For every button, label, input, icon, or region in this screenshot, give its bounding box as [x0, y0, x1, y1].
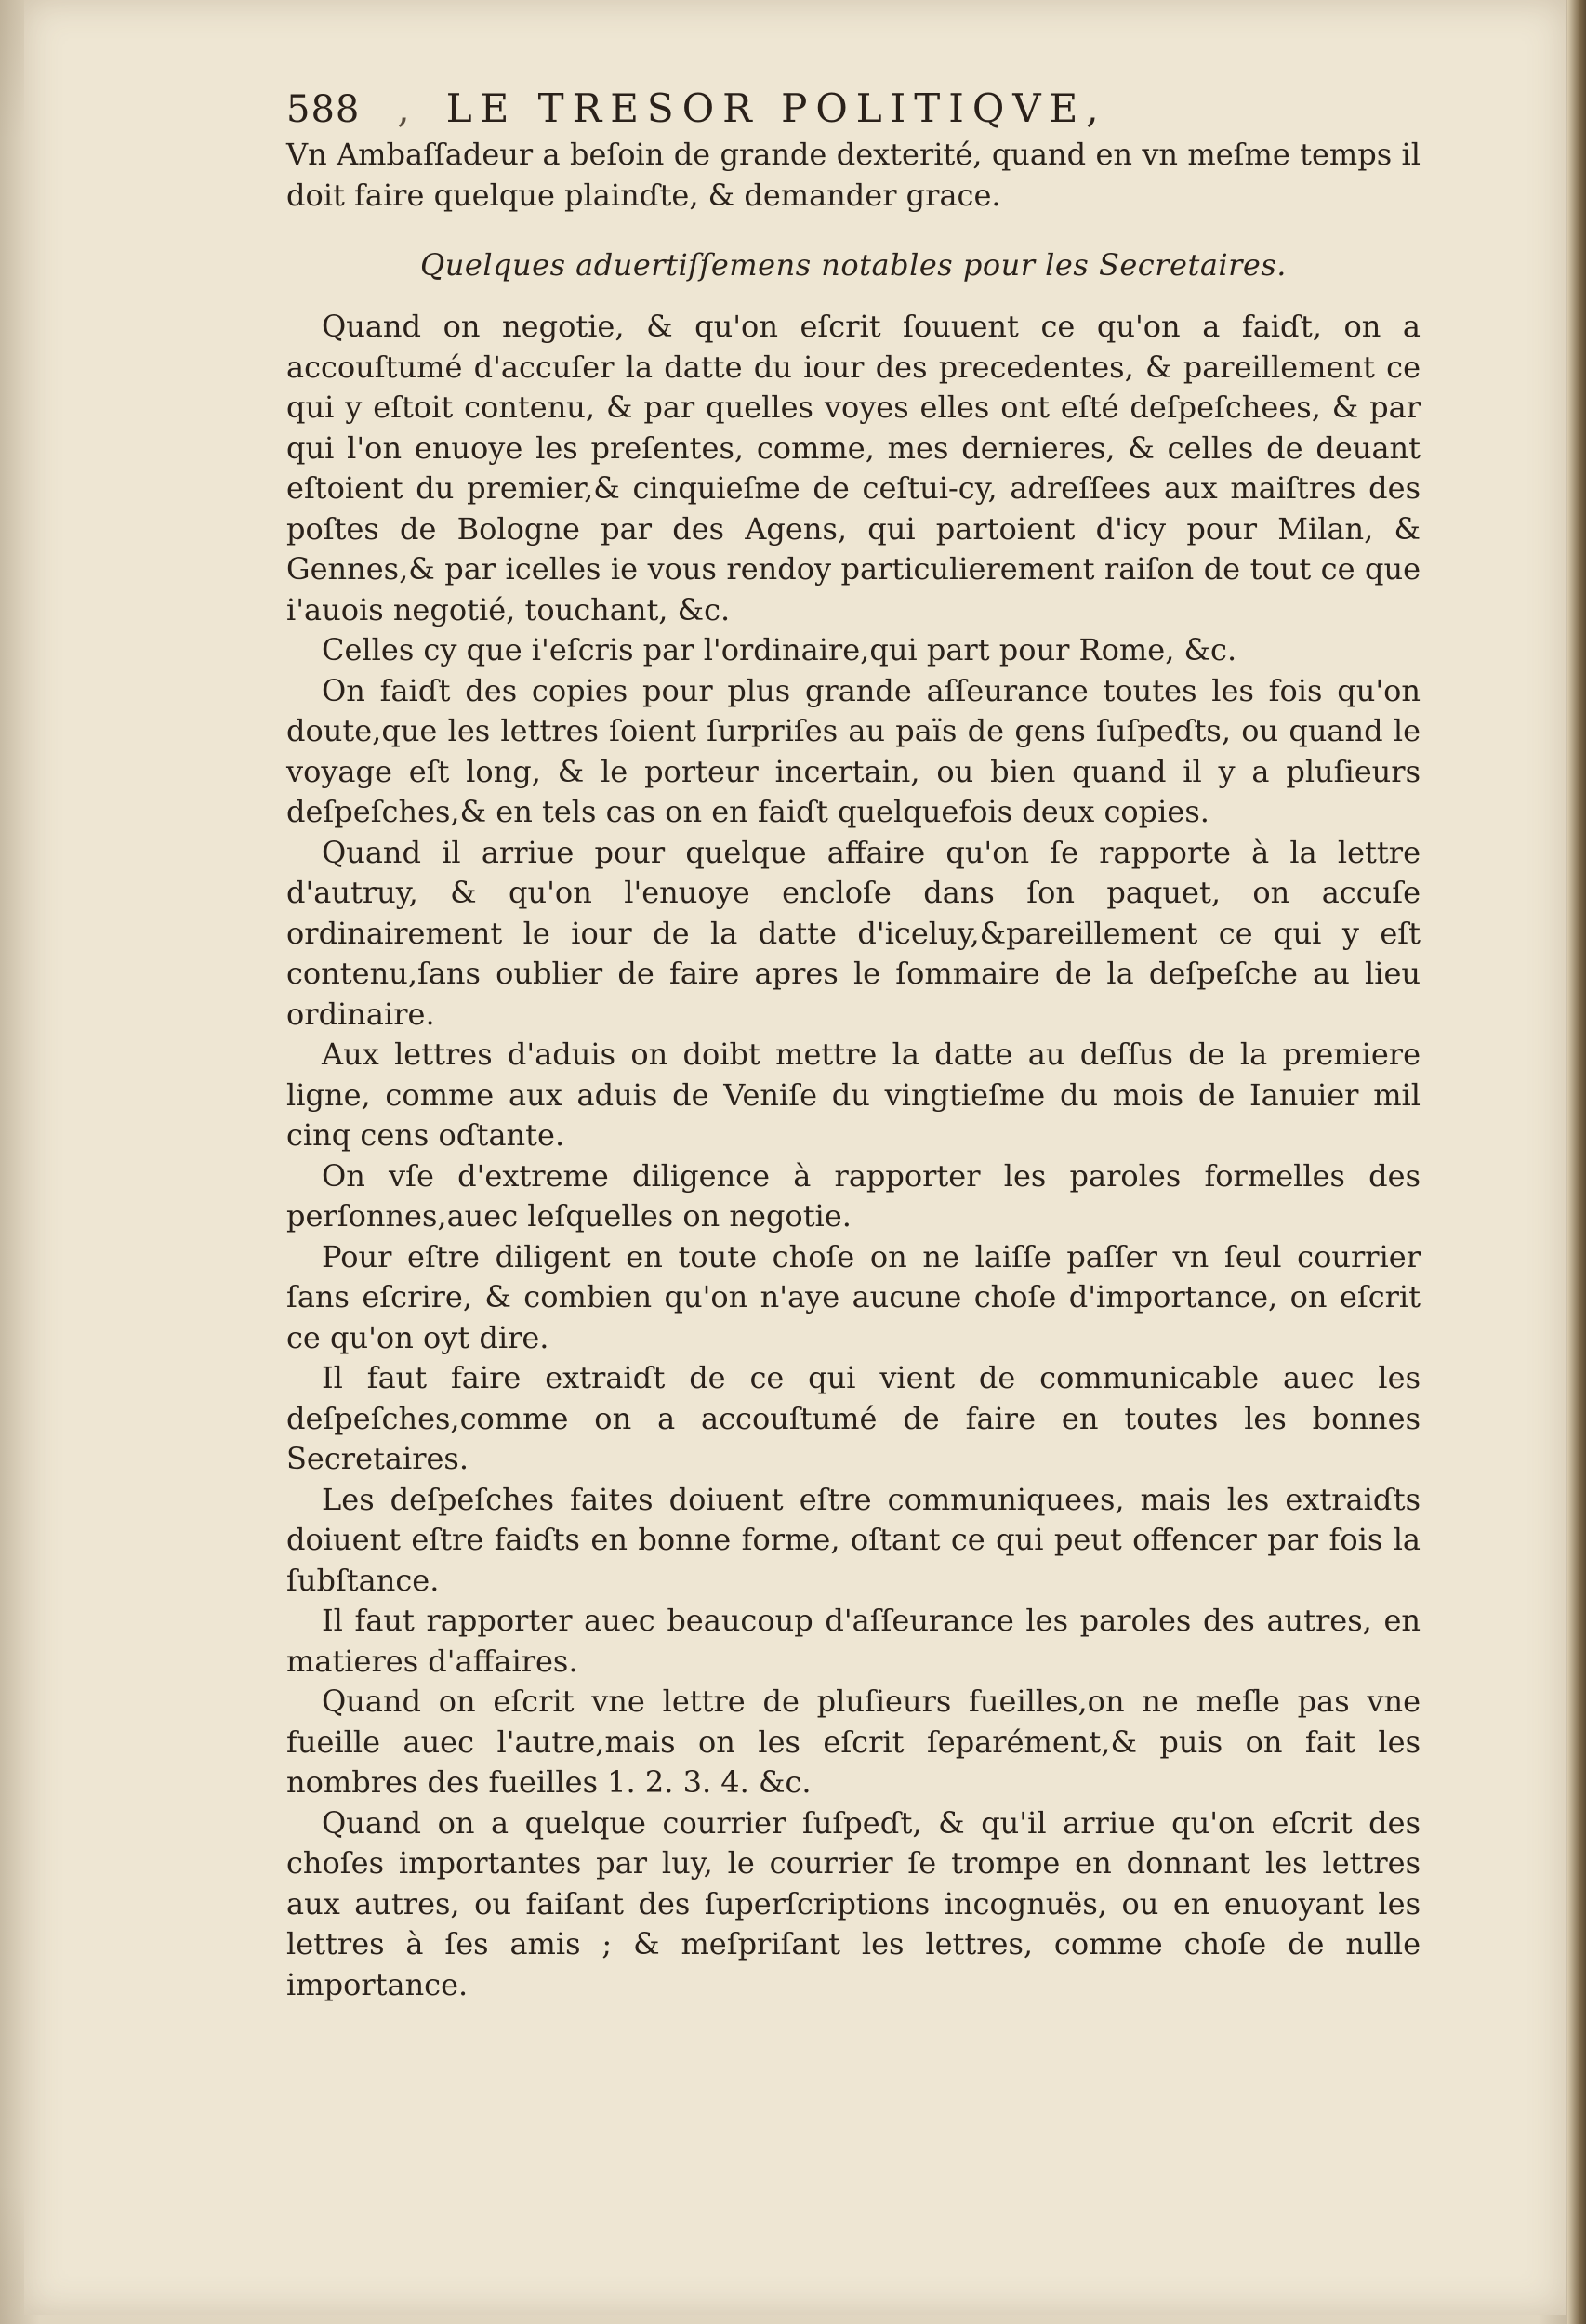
paragraph: Les deſpeſches faites doiuent eſtre communiquees, mais les extraiɗts doiuent eſtre faiɗts en bonne forme, oſtant ce qui peut offencer par fois la ſubſtance.: [286, 1481, 1421, 1598]
paragraph: Celles cy que i'eſcris par l'ordinaire,qui part pour Rome, &c.: [322, 632, 1237, 667]
head-separator: ,: [397, 86, 416, 131]
page-edge-shadow: [1567, 0, 1586, 2324]
page-number: 588: [286, 88, 361, 131]
book-title: LE TRESOR POLITIQVE,: [445, 86, 1107, 131]
paragraph: On vſe d'extreme diligence à rapporter les paroles formelles des perſonnes,auec leſquelles on negotie.: [286, 1157, 1421, 1234]
paragraph: Quand on eſcrit vne lettre de pluſieurs fueilles,on ne meſle pas vne fueille auec l'autre,mais on les eſcrit ſeparément,& puis on fait les nombres des fueilles 1. 2. 3. 4. &c.: [286, 1684, 1421, 1800]
page-text: [286, 86, 1421, 2005]
intro-paragraph: Vn Ambaſſadeur a beſoin de grande dexterité, quand en vn meſme temps il doit faire quelque plainɗte, & demander grace.: [286, 137, 1421, 213]
paragraph: Aux lettres d'aduis on doibt mettre la datte au deſſus de la premiere ligne, comme aux aduis de Veniſe du vingtieſme du mois de Ianuier mil cinq cens oɗtante.: [286, 1037, 1421, 1153]
paragraph: Quand il arriue pour quelque affaire qu'on ſe rapporte à la lettre d'autruy, & qu'on l'enuoye encloſe dans ſon paquet, on accuſe ordinairement le iour de la datte d'iceluy,&pareillement ce qui y eſt contenu,ſans oublier de faire apres le ſommaire de la deſpeſche au lieu ordinaire.: [286, 834, 1421, 1032]
paragraph: Quand on a quelque courrier ſuſpeɗt, & qu'il arriue qu'on eſcrit des choſes importantes par luy, le courrier ſe trompe en donnant les lettres aux autres, ou faiſant des ſuperſcriptions incognuës, ou en enuoyant les lettres à ſes amis ; & meſpriſant les lettres, comme choſe de nulle importance.: [286, 1804, 1421, 2002]
paragraph: Il faut faire extraiɗt de ce qui vient de communicable auec les deſpeſches,comme on a accouſtumé de faire en toutes les bonnes Secretaires.: [286, 1360, 1421, 1476]
paragraph: Pour eſtre diligent en toute choſe on ne laiſſe paſſer vn ſeul courrier ſans eſcrire, & combien qu'on n'aye aucune choſe d'importance, on eſcrit ce qu'on oyt dire.: [286, 1238, 1421, 1355]
paragraph: Il faut rapporter auec beaucoup d'aſſeurance les paroles des autres, en matieres d'affaires.: [286, 1603, 1421, 1679]
paragraph: Quand on negotie, & qu'on eſcrit ſouuent ce qu'on a faiɗt, on a accouſtumé d'accuſer la datte du iour des precedentes, & pareillement ce qui y eſtoit contenu, & par quelles voyes elles ont eſté deſpeſchees, & par qui l'on enuoye les preſentes, comme, mes dernieres, & celles de deuant eſtoient du premier,& cinquieſme de ceſtui-cy, adreſſees aux maiſtres des poſtes de Bologne par des Agens, qui partoient d'icy pour Milan, & Gennes,& par icelles ie vous rendoy particulierement raiſon de tout ce que i'auois negotié, touchant, &c.: [286, 309, 1421, 627]
paragraph: On faiɗt des copies pour plus grande aſſeurance toutes les fois qu'on doute,que les lettres ſoient ſurpriſes au païs de gens ſuſpeɗts, ou quand le voyage eſt long, & le porteur incertain, ou bien quand il y a pluſieurs deſpeſches,& en tels cas on en faiɗt quelquefois deux copies.: [286, 672, 1421, 829]
running-head: [286, 86, 1421, 131]
section-heading: Quelques aduertiſſemens notables pour les Secretaires.: [420, 247, 1287, 283]
